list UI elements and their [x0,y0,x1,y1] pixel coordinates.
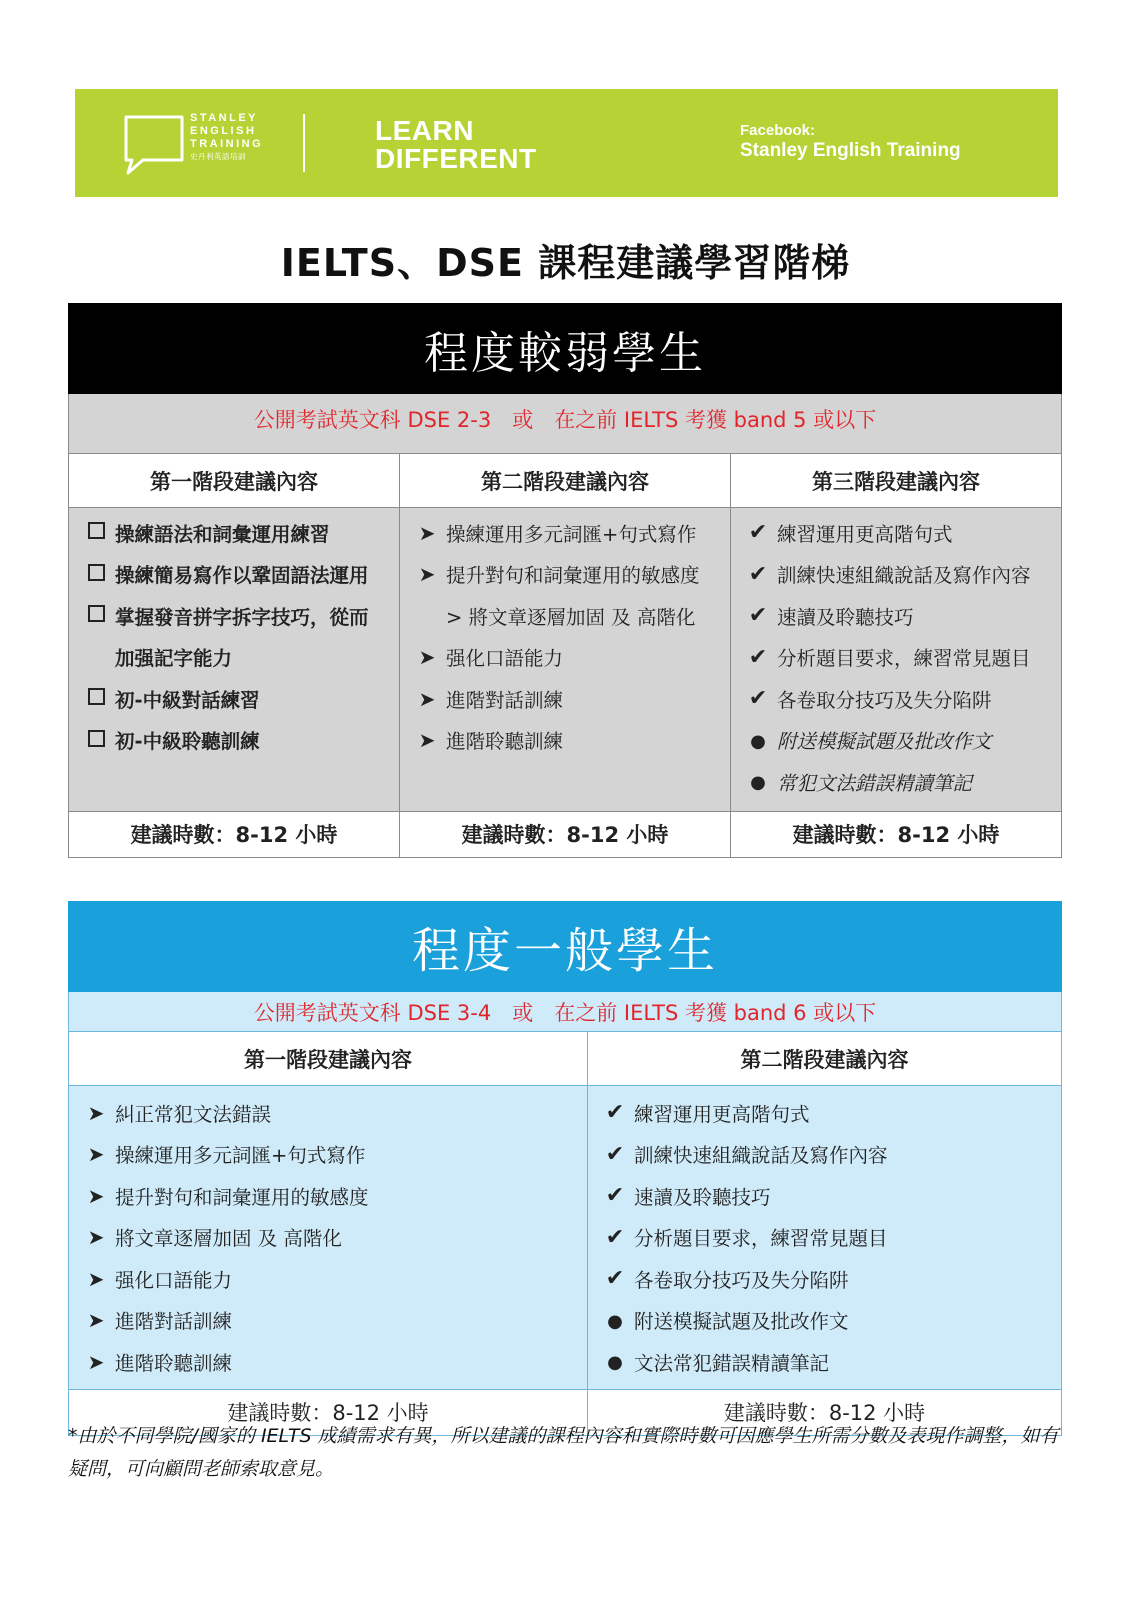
checkbox-empty-icon [79,687,113,710]
check-mark-icon: ✔ [605,1183,625,1209]
footnote: *由於不同學院/國家的 IELTS 成績需求有異，所以建議的課程內容和實際時數可因應學生所需分數及表現作調整，如有疑問，可向顧問老師索取意見。 [68,1425,1059,1480]
weak-stage-2-content [400,508,731,812]
logo-wordmark [190,112,263,162]
arrow-bullet-icon: ➤ [418,562,436,587]
list-item-text: 各卷取分技巧及失分陷阱 [634,1268,849,1292]
normal-table-requirement: 公開考試英文科 DSE 3-4 或 在之前 IELTS 考獲 band 6 或以下 [69,992,1062,1032]
speech-bubble-logo-icon [123,114,185,176]
logo-subtitle: 史丹利英語培訓 [190,152,246,161]
list-item-text: 將文章逐層加固 及 高階化 [115,1227,342,1251]
list-item [69,637,399,679]
list-item-text: 進階聆聽訓練 [115,1351,233,1375]
weak-stage-2-list [400,512,730,761]
dot-bullet-icon: ● [607,1310,623,1332]
list-item [731,720,1061,762]
checkbox-empty-icon [79,521,113,544]
list-item [69,1300,587,1342]
arrow-bullet-icon: ➤ [87,1142,105,1167]
arrow-bullet-icon: ➤ [87,1100,105,1125]
normal-stage-1-hours: 建議時數：8-12 小時 [69,1389,588,1435]
list-item-text: 操練運用多元詞匯+句式寫作 [446,522,697,546]
list-item [69,678,399,720]
list-item [588,1258,1061,1300]
list-item [588,1175,1061,1217]
check-mark-icon: ✔ [605,1266,625,1292]
normal-stage-1-title: 第一階段建議內容 [69,1032,588,1086]
list-item [69,512,399,554]
list-item-text: 附送模擬試題及批改作文 [634,1310,849,1334]
facebook-info [740,121,961,162]
list-item [731,554,1061,596]
weak-students-table [68,303,1062,858]
list-item [588,1217,1061,1259]
list-item-text: 操練簡易寫作以鞏固語法運用 [115,564,369,588]
list-item-text: 加强記字能力 [115,647,233,671]
list-item-text: 速讀及聆聽技巧 [634,1185,771,1209]
normal-stage-2-title: 第二階段建議內容 [588,1032,1062,1086]
check-mark-icon: ✔ [748,561,768,587]
weak-stage-2-title: 第二階段建議內容 [400,454,731,508]
list-item [731,637,1061,679]
slogan [375,117,537,173]
check-mark-icon: ✔ [748,520,768,546]
list-item-text: 分析題目要求，練習常見題目 [634,1227,888,1251]
list-item [731,678,1061,720]
dot-bullet-icon: ● [750,772,766,794]
check-mark-icon: ✔ [605,1141,625,1167]
list-item-text: 文法常犯錯誤精讀筆記 [634,1351,830,1375]
logo-line-1: STANLEY [190,112,259,124]
banner-divider [303,114,305,172]
facebook-name: Stanley English Training [740,140,961,161]
list-item-text: 練習運用更高階句式 [777,522,953,546]
list-item-text: 强化口語能力 [115,1268,233,1292]
arrow-bullet-icon: ➤ [418,728,436,753]
list-item [69,1217,587,1259]
list-item-text: 附送模擬試題及批改作文 [777,730,992,754]
list-item-text: 分析題目要求，練習常見題目 [777,647,1031,671]
list-item-text: 初-中級聆聽訓練 [115,730,260,754]
checkbox-empty-icon [79,563,113,586]
weak-table-heading: 程度較弱學生 [69,304,1062,394]
list-item [588,1341,1061,1383]
list-item [400,595,730,637]
arrow-bullet-icon: ➤ [418,520,436,545]
normal-stage-1-list [69,1092,587,1383]
dot-bullet-icon: ● [750,730,766,752]
normal-table-heading: 程度一般學生 [69,902,1062,992]
check-mark-icon: ✔ [605,1100,625,1126]
list-item [69,1258,587,1300]
list-item-text: 操練語法和詞彙運用練習 [115,522,330,546]
header-banner [75,89,1058,197]
list-item [588,1092,1061,1134]
list-item-text: 提升對句和詞彙運用的敏感度 [446,564,700,588]
slogan-line-2: DIFFERENT [375,143,537,174]
dot-bullet-icon: ● [607,1352,623,1374]
list-item-text: 訓練快速組織說話及寫作內容 [777,564,1031,588]
check-mark-icon: ✔ [748,686,768,712]
list-item [400,554,730,596]
weak-stage-2-hours: 建議時數：8-12 小時 [400,811,731,857]
list-item-text: 强化口語能力 [446,647,564,671]
list-item [731,595,1061,637]
logo-line-2: ENGLISH [190,125,257,137]
list-item-text: 速讀及聆聽技巧 [777,605,914,629]
weak-stage-1-hours: 建議時數：8-12 小時 [69,811,400,857]
list-item-text: 練習運用更高階句式 [634,1102,810,1126]
list-item [69,1134,587,1176]
arrow-bullet-icon: ➤ [87,1183,105,1208]
normal-stage-1-content [69,1086,588,1390]
list-item [69,720,399,762]
list-item [400,512,730,554]
list-item-text: 進階對話訓練 [115,1310,233,1334]
list-item-text: 糾正常犯文法錯誤 [115,1102,272,1126]
weak-stage-1-title: 第一階段建議內容 [69,454,400,508]
arrow-bullet-icon: ➤ [87,1308,105,1333]
list-item-text: 常犯文法錯誤精讀筆記 [777,771,973,795]
slogan-line-1: LEARN [375,115,474,146]
arrow-bullet-icon: ➤ [418,686,436,711]
arrow-bullet-icon: ➤ [87,1266,105,1291]
list-item [69,1175,587,1217]
list-item-text: 掌握發音拼字拆字技巧，從而 [115,605,369,629]
facebook-label: Facebook: [740,122,816,139]
list-item-text: 進階聆聽訓練 [446,730,564,754]
list-item-text: 提升對句和詞彙運用的敏感度 [115,1185,369,1209]
list-item [731,761,1061,803]
normal-stage-2-hours: 建議時數：8-12 小時 [588,1389,1062,1435]
logo-line-3: TRAINING [190,138,264,150]
check-mark-icon: ✔ [748,644,768,670]
weak-table-requirement: 公開考試英文科 DSE 2-3 或 在之前 IELTS 考獲 band 5 或以下 [69,394,1062,454]
arrow-bullet-icon: ➤ [87,1225,105,1250]
list-item-text: 進階對話訓練 [446,688,564,712]
weak-stage-1-content [69,508,400,812]
list-item [400,720,730,762]
normal-stage-2-list [588,1092,1061,1383]
arrow-bullet-icon: ➤ [418,645,436,670]
list-item [588,1300,1061,1342]
list-item [69,1341,587,1383]
list-item [400,637,730,679]
checkbox-empty-icon [79,604,113,627]
page-title: IELTS、DSE 課程建議學習階梯 [280,241,851,285]
list-item [69,595,399,637]
weak-stage-3-list [731,512,1061,803]
list-item-text: > 將文章逐層加固 及 高階化 [446,605,696,629]
list-item-text: 初-中級對話練習 [115,688,260,712]
list-item [69,1092,587,1134]
weak-stage-3-content [731,508,1062,812]
list-item-text: 訓練快速組織說話及寫作內容 [634,1144,888,1168]
checkbox-empty-icon [79,729,113,752]
list-item-text: 操練運用多元詞匯+句式寫作 [115,1144,366,1168]
list-item [69,554,399,596]
list-item-text: 各卷取分技巧及失分陷阱 [777,688,992,712]
list-item [731,512,1061,554]
weak-stage-3-hours: 建議時數：8-12 小時 [731,811,1062,857]
weak-stage-3-title: 第三階段建議內容 [731,454,1062,508]
arrow-bullet-icon: ➤ [87,1349,105,1374]
list-item [400,678,730,720]
normal-stage-2-content [588,1086,1062,1390]
weak-stage-1-list [69,512,399,761]
normal-students-table [68,901,1062,1436]
list-item [588,1134,1061,1176]
check-mark-icon: ✔ [748,603,768,629]
check-mark-icon: ✔ [605,1224,625,1250]
